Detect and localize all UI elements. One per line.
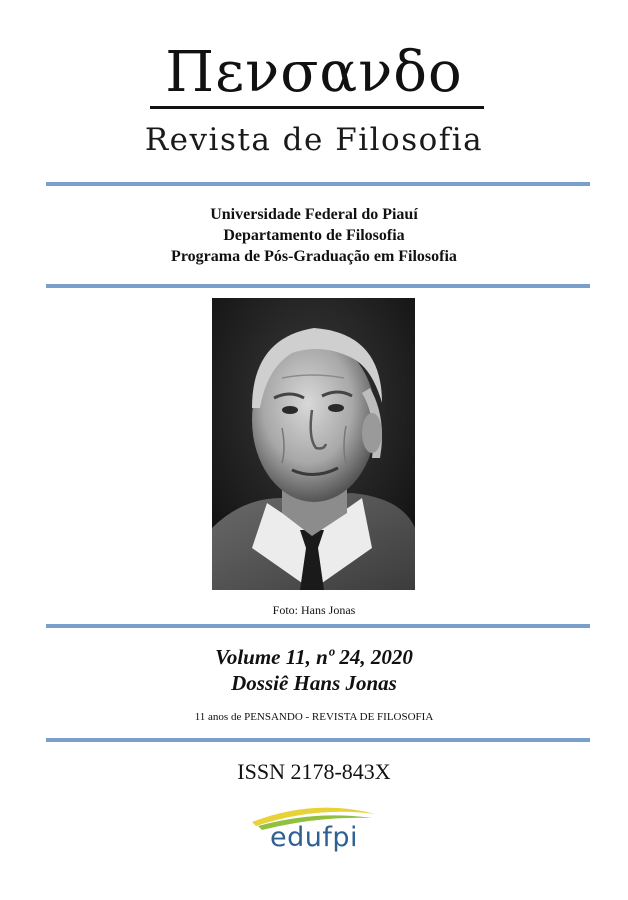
anniversary-note: 11 anos de PENSANDO - REVISTA DE FILOSOFIA [194, 711, 434, 723]
portrait-photo [212, 298, 415, 590]
issue-dossier: Dossiê Hans Jonas [231, 671, 397, 695]
divider-rule [46, 182, 590, 186]
issn: ISSN 2178-843X [237, 759, 391, 784]
divider-rule [46, 738, 590, 742]
photo-caption: Foto: Hans Jonas [272, 603, 356, 617]
institution-program: Programa de Pós-Graduação em Filosofia [171, 248, 457, 265]
publisher-logo-text: edufpi [269, 822, 358, 853]
journal-title: Πενσανδο [165, 40, 463, 105]
institution-block [0, 204, 628, 267]
issue-volume: Volume 11, nº 24, 2020 [215, 645, 413, 669]
divider-rule [46, 624, 590, 628]
institution-department: Departamento de Filosofia [223, 227, 405, 244]
portrait-illustration [212, 298, 415, 590]
journal-subtitle: Revista de Filosofia [144, 122, 484, 158]
title-underline [150, 106, 484, 109]
divider-rule [46, 284, 590, 288]
institution-university: Universidade Federal do Piauí [210, 206, 418, 223]
